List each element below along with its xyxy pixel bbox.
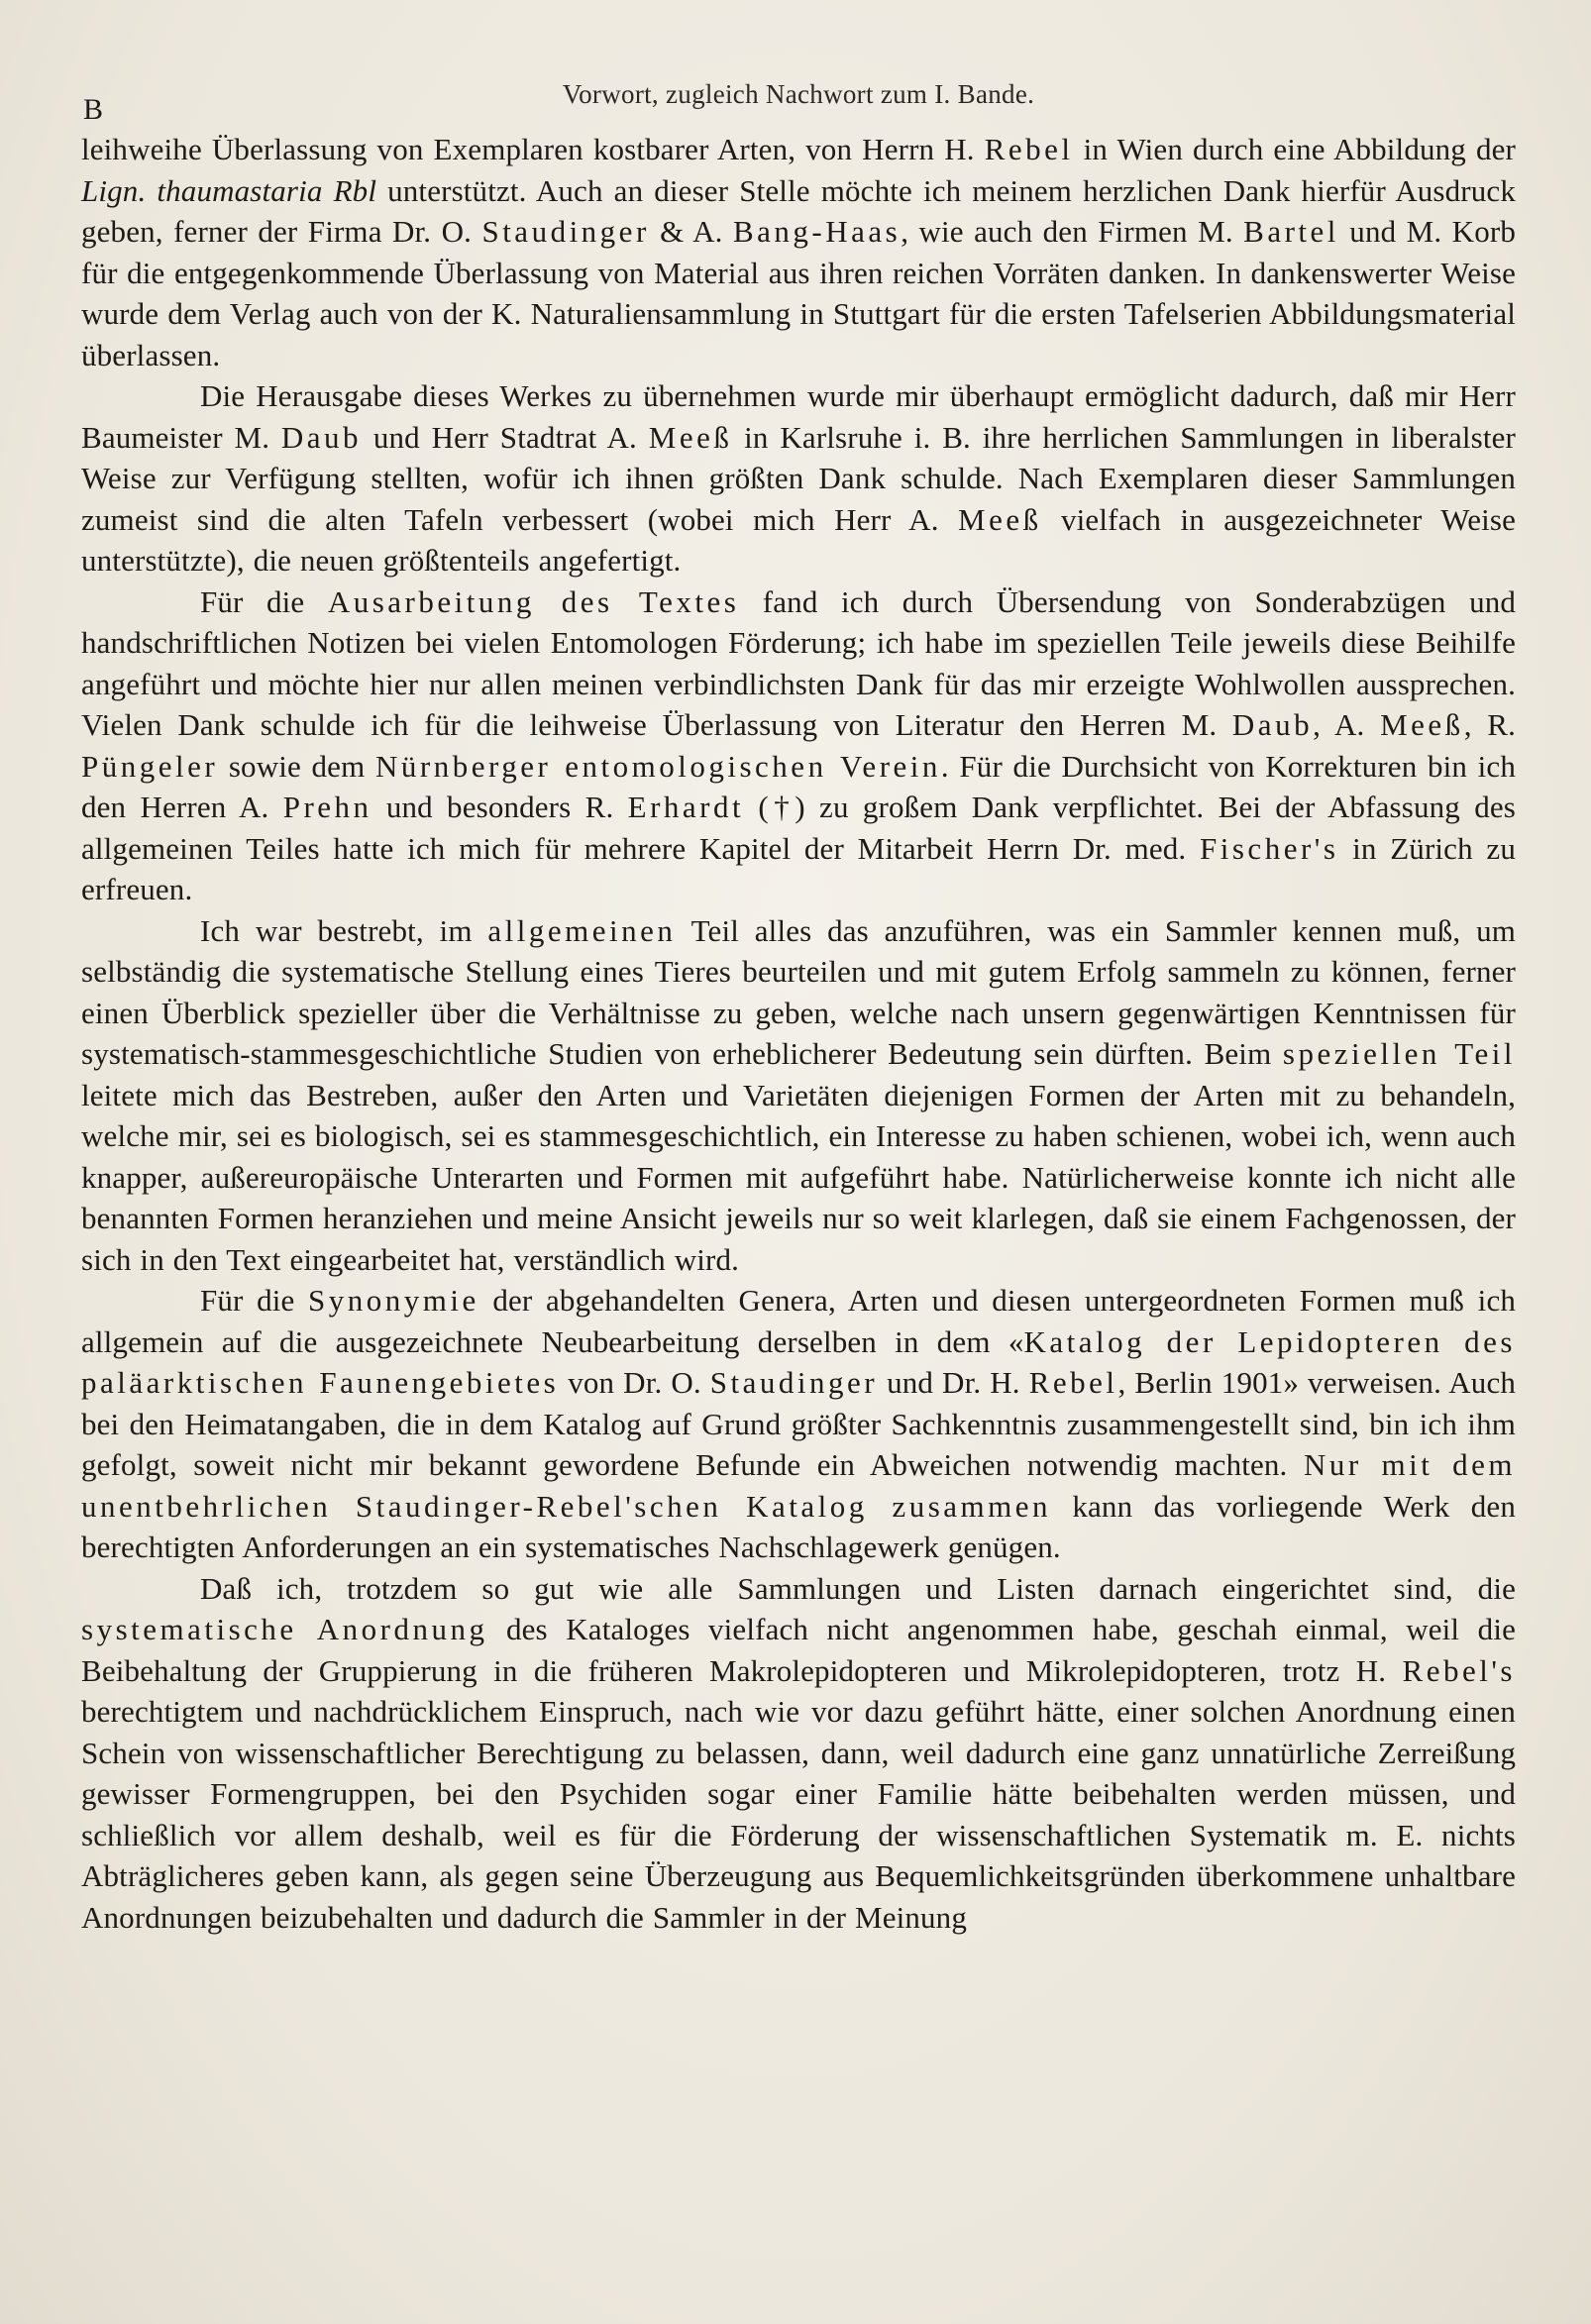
text-run: , A.: [1313, 707, 1381, 742]
text-run: leihweihe Überlassung von Exemplaren kostbarer Arten, von Herrn H.: [81, 132, 985, 166]
spaced-name: Meeß: [648, 419, 733, 455]
spaced-name: Rebel: [984, 132, 1074, 166]
text-run: Für die: [200, 583, 328, 619]
text-run: unterstützt. Auch an dieser Stelle möchte ich meinem herzlichen Dank hierfür Ausdruck geben, ferner der Firma Dr. O.: [81, 172, 1516, 249]
text-run: in Karlsruhe i. B. ihre herrlichen Sammlungen in liberalster Weise zur Verfügung stellten, wofür ich ihnen größten Dank schulde. Nach Exemplaren dieser Sammlungen zumeist sind die alten Tafeln verbessert (wobei mich Herr A.: [81, 419, 1516, 537]
spaced-name: allgemeinen: [487, 912, 677, 948]
text-run: , Berlin 1901» verweisen. Auch bei den Heimatangaben, die in dem Katalog auf Grund größter Sachkenntnis zusammengestellt sind, bin ich ihm gefolgt, soweit nicht mir bekannt gewordene Befunde ein Abweichen notwendig machten.: [81, 1365, 1517, 1482]
spaced-name: Püngeler: [81, 748, 219, 784]
text-run: und besonders R.: [371, 790, 628, 824]
spaced-name: Staudinger: [481, 214, 650, 249]
paragraph: [81, 581, 1516, 910]
spaced-name: Bartel: [1243, 214, 1339, 249]
text-run: . Für die Durchsicht von Korrekturen bin ich den Herren A.: [81, 748, 1516, 824]
text-run: Die Herausgabe dieses Werkes zu übernehmen wurde mir überhaupt ermöglicht dadurch, daß mir Herr Baumeister M.: [81, 378, 1516, 455]
spaced-name: Daub: [1231, 707, 1314, 742]
text-run: von Dr. O.: [559, 1365, 710, 1400]
text-run: Ich war bestrebt, im: [200, 912, 488, 948]
spaced-name: Synonymie: [308, 1283, 479, 1318]
text-run: sowie dem: [218, 748, 375, 784]
running-head: Vorwort, zugleich Nachwort zum I. Bande.: [562, 79, 1035, 109]
text-run: in Zürich zu erfreuen.: [81, 830, 1516, 906]
spaced-name: Ausarbeitung des Textes: [327, 583, 740, 619]
paragraph: [81, 1568, 1516, 1939]
paragraph: [81, 375, 1516, 581]
spaced-name: Staudinger: [709, 1365, 879, 1400]
text-run: des Kataloges vielfach nicht angenommen habe, geschah einmal, weil die Beibehaltung der Gruppierung in die früheren Makrolepidopteren und Mikrolepidopteren, trotz H.: [81, 1612, 1516, 1688]
text-run: leitete mich das Bestreben, außer den Arten und Varietäten diejenigen Formen der Arten mit zu behandeln, welche mir, sei es biologisch, sei es stammesgeschichtlich, ein Interesse zu haben schienen, wobei ich, wenn auch knapper, außereuropäische Unterarten und Formen mit aufgeführt habe. Natürlicherweise konnte ich nicht alle benannten Formen heranziehen und meine Ansicht jeweils nur so weit klarlegen, daß sie einem Fachgenossen, der sich in den Text eingearbeitet hat, verständlich wird.: [81, 1077, 1516, 1277]
body-text: [81, 129, 1516, 1938]
spaced-name: speziellen Teil: [1282, 1036, 1516, 1071]
spaced-name: systematische Anordnung: [81, 1612, 488, 1646]
text-run: (†) zu großem Dank verpflichtet. Bei der Abfassung des allgemeinen Teiles hatte ich mich für mehrere Kapitel der Mitarbeit Herrn Dr. med.: [81, 790, 1516, 866]
spaced-name: Fischer's: [1200, 830, 1339, 866]
spaced-name: Nur mit dem unentbehrlichen Staudinger-Rebel'schen Katalog zusammen: [81, 1447, 1517, 1524]
spaced-name: Nürnberger entomologischen Verein: [374, 748, 941, 784]
spaced-name: Katalog der Lepidopteren des paläarktischen Faunengebietes: [81, 1323, 1516, 1400]
spaced-name: Meeß: [958, 501, 1042, 537]
text-run: kann das vorliegende Werk den berechtigten Anforderungen an ein systematisches Nachschlagewerk genügen.: [81, 1488, 1516, 1564]
text-run: , wie auch den Firmen M.: [901, 214, 1244, 249]
spaced-name: Meeß: [1380, 707, 1464, 742]
text-run: berechtigtem und nachdrücklichem Einspruch, nach wie vor dazu geführt hätte, einer solchen Anordnung einen Schein von wissenschaftlicher Berechtigung zu belassen, dann, weil dadurch eine ganz unnatürliche Zerreißung gewisser Formengruppen, bei den Psychiden sogar einer Familie hätte beibehalten werden müssen, und schließlich vor allem deshalb, weil es für die Förderung der wissenschaftlichen Systematik m. E. nichts Abträglicheres geben kann, als gegen seine Überzeugung aus Bequemlichkeitsgründen überkommene unhaltbare Anordnungen beizubehalten und dadurch die Sammler in der Meinung: [81, 1694, 1516, 1935]
text-run: und Dr. H.: [878, 1365, 1029, 1400]
paragraph: [81, 129, 1516, 375]
paragraph: [81, 910, 1516, 1281]
italic-taxon: Lign. thaumastaria Rbl: [81, 172, 377, 208]
text-run: , R.: [1463, 707, 1517, 742]
text-run: und M. Korb für die entgegenkommende Überlassung von Material aus ihren reichen Vorräten danken. In dankenswerter Weise wurde dem Verlag auch von der K. Naturaliensammlung in Stuttgart für die ersten Tafelserien Abbildungsmaterial überlassen.: [81, 214, 1516, 372]
text-run: & A.: [649, 214, 733, 249]
spaced-name: Bang-Haas: [732, 214, 902, 249]
page-header: [81, 77, 1516, 129]
text-run: und Herr Stadtrat A.: [362, 419, 649, 455]
text-run: der abgehandelten Genera, Arten und diesen untergeordneten Formen muß ich allgemein auf die ausgezeichnete Neubearbeitung derselben in dem «: [81, 1283, 1516, 1359]
spaced-name: Daub: [280, 419, 363, 455]
text-run: Teil alles das anzuführen, was ein Sammler kennen muß, um selbständig die systematische Stellung eines Tieres beurteilen und mit gutem Erfolg sammeln zu können, ferner einen Überblick spezieller über die Verhältnisse zu geben, welche nach unsern gegenwärtigen Kenntnissen für systematisch-stammesgeschichtliche Studien von erheblicherer Bedeutung sein dürften. Beim: [81, 912, 1517, 1071]
spaced-name: Rebel: [1028, 1365, 1118, 1400]
paragraph: [81, 1280, 1516, 1568]
text-run: Für die: [200, 1283, 309, 1318]
spaced-name: Prehn: [282, 790, 372, 824]
text-run: vielfach in ausgezeichneter Weise unterstützte), die neuen größtenteils angefertigt.: [81, 501, 1516, 578]
spaced-name: Erhardt: [627, 790, 745, 824]
page-letter: B: [83, 93, 104, 126]
spaced-name: Rebel's: [1402, 1652, 1516, 1688]
text-run: Daß ich, trotzdem so gut wie alle Sammlungen und Listen darnach eingerichtet sind, die: [200, 1570, 1516, 1606]
text-run: fand ich durch Übersendung von Sonderabzügen und handschriftlichen Notizen bei vielen Entomologen Förderung; ich habe im speziellen Teile jeweils diese Beihilfe angeführt und möchte hier nur allen meinen verbindlichsten Dank für das mir erzeigte Wohlwollen aussprechen. Vielen Dank schulde ich für die leihweise Überlassung von Literatur den Herren M.: [81, 583, 1517, 742]
text-run: in Wien durch eine Abbildung der: [1073, 132, 1517, 166]
